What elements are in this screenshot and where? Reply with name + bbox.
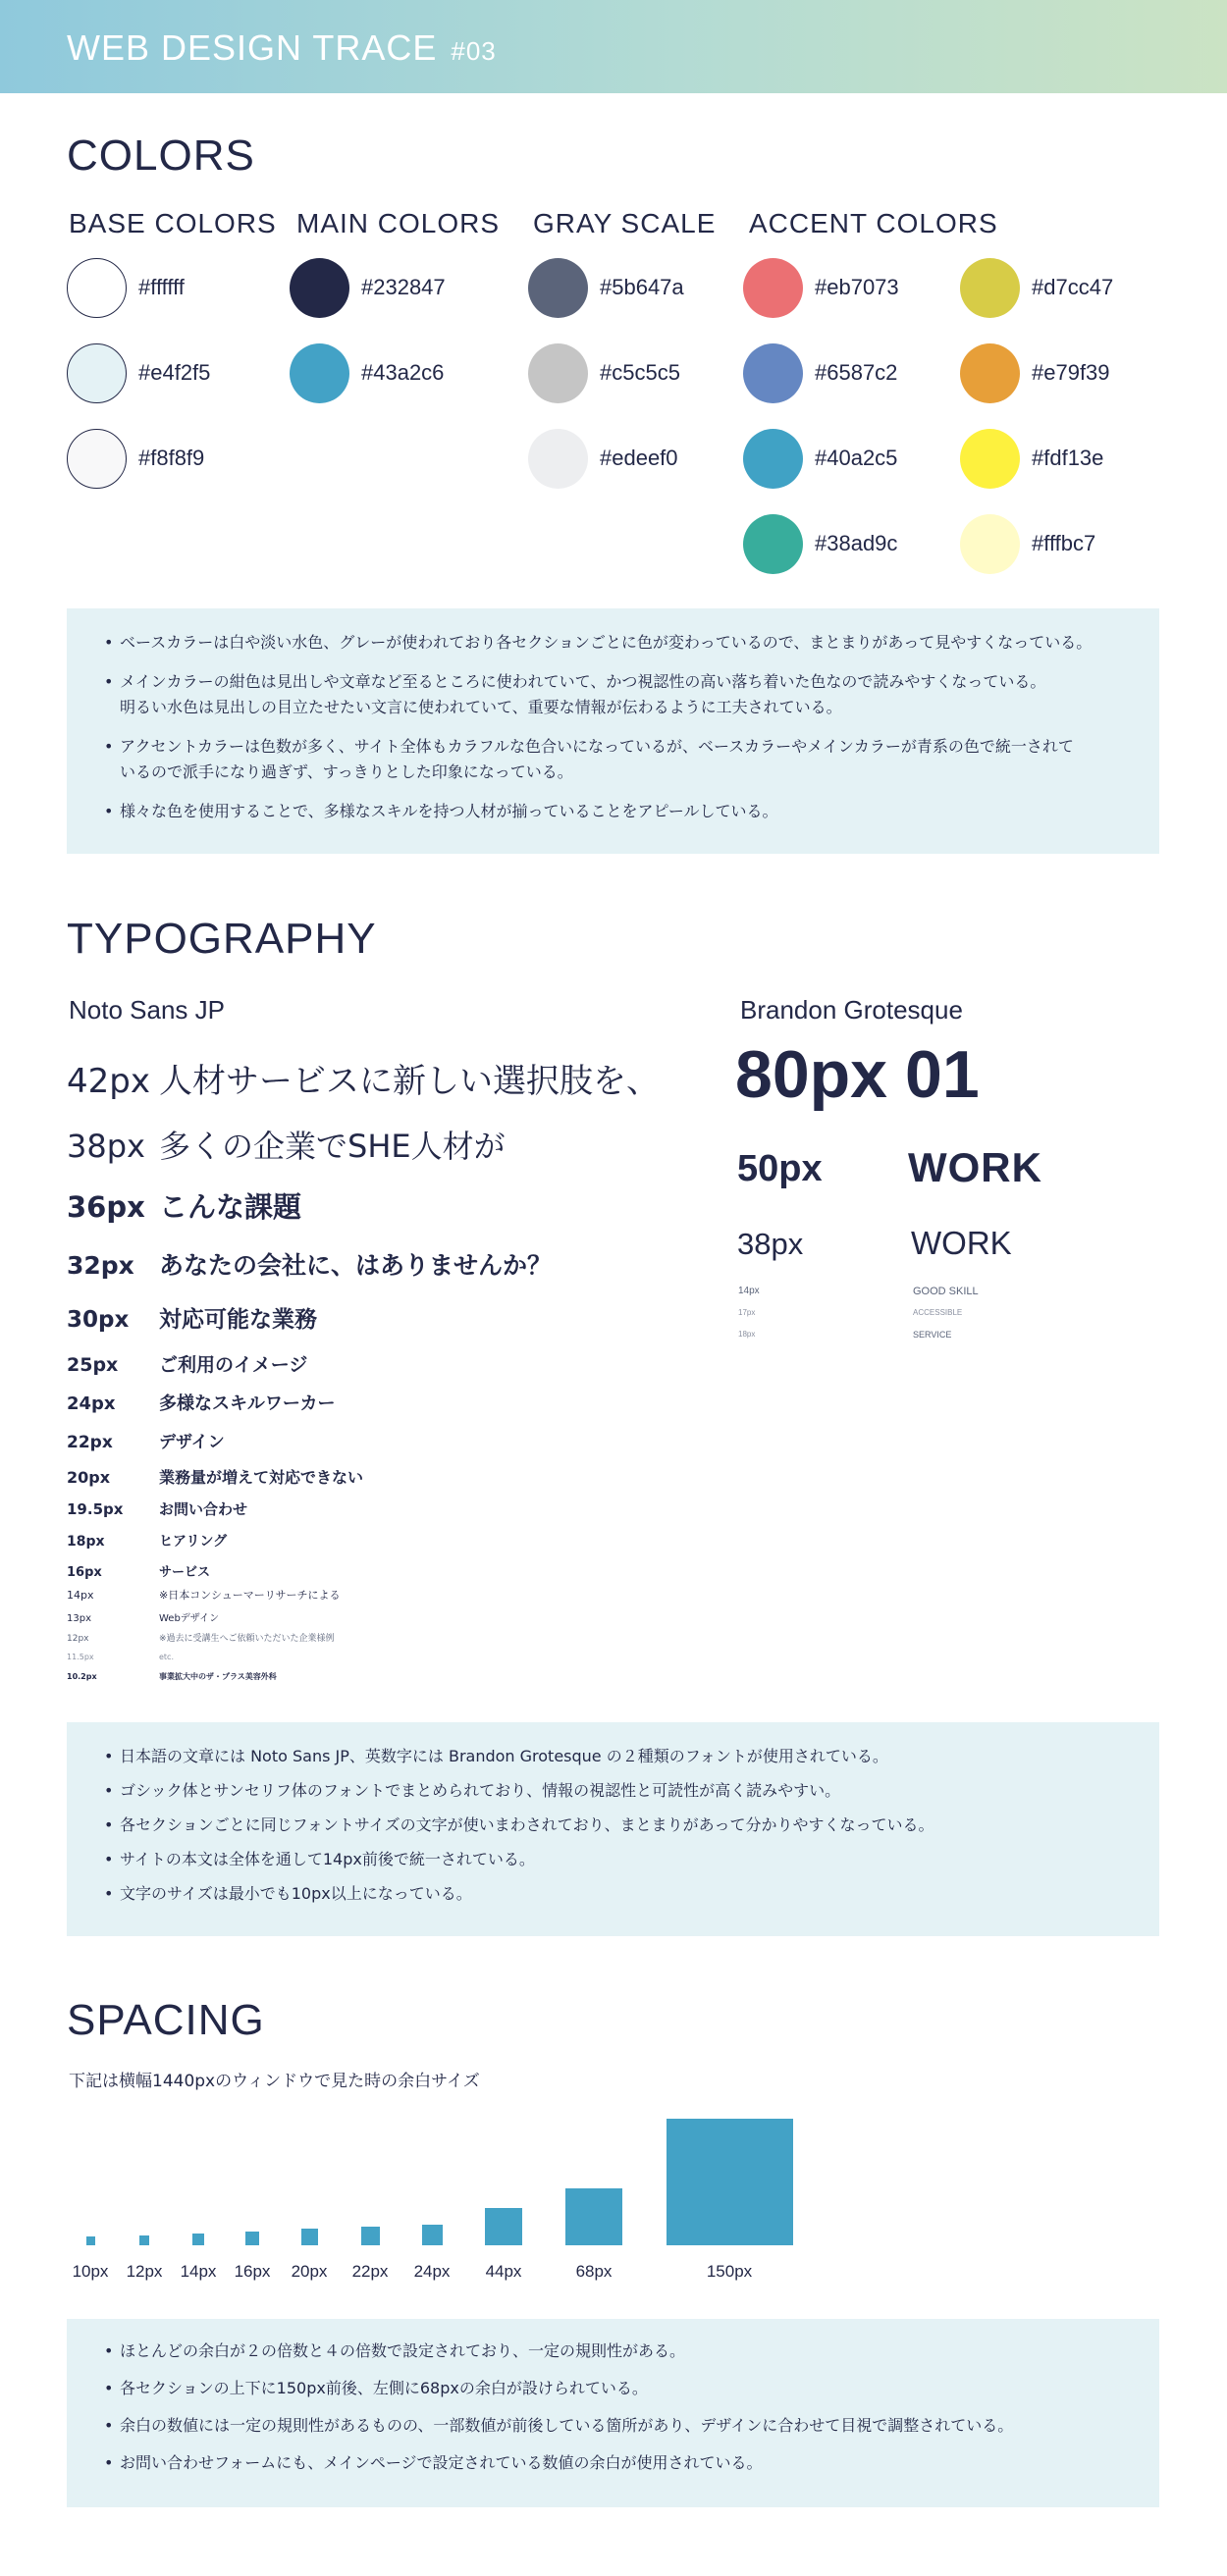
color-hex: #c5c5c5 bbox=[600, 360, 680, 385]
spacing-square bbox=[667, 2119, 793, 2245]
spacing-label: 22px bbox=[351, 2262, 389, 2281]
color-hex: #43a2c6 bbox=[361, 360, 445, 385]
en-sample-text: 01 bbox=[905, 1037, 980, 1112]
jp-sample-text: Webデザイン bbox=[159, 1613, 220, 1624]
note-text: お問い合わせフォームにも、メインページで設定されている数値の余白が使用されている。 bbox=[120, 2453, 763, 2472]
accent-colors-heading: ACCENT COLORS bbox=[749, 208, 998, 238]
note-item bbox=[104, 2413, 1120, 2439]
jp-sample-text: デザイン bbox=[159, 1433, 225, 1452]
color-dot bbox=[743, 343, 803, 403]
note-text: 文字のサイズは最小でも10px以上になっている。 bbox=[120, 1884, 472, 1903]
jp-sample-size: 10.2px bbox=[67, 1672, 97, 1681]
jp-sample-row bbox=[67, 1653, 174, 1661]
color-hex: #d7cc47 bbox=[1032, 275, 1114, 299]
jp-sample-size: 22px bbox=[67, 1433, 113, 1452]
color-swatch bbox=[528, 257, 684, 318]
jp-sample-text: あなたの会社に、はありませんか？ bbox=[159, 1251, 553, 1280]
jp-sample-row bbox=[67, 1122, 506, 1167]
note-item bbox=[104, 1881, 1120, 1907]
jp-sample-size: 19.5px bbox=[67, 1500, 124, 1518]
note-item bbox=[104, 2450, 1120, 2476]
color-dot bbox=[960, 258, 1020, 318]
spacing-label: 20px bbox=[291, 2262, 328, 2281]
color-swatch bbox=[528, 428, 678, 489]
en-sample-size: 50px bbox=[737, 1148, 823, 1189]
color-hex: #e79f39 bbox=[1032, 360, 1110, 385]
jp-sample-size: 30px bbox=[67, 1307, 130, 1333]
jp-sample-size: 20px bbox=[67, 1468, 111, 1487]
main-colors-heading: MAIN COLORS bbox=[296, 208, 501, 238]
color-dot bbox=[67, 429, 127, 489]
color-swatch bbox=[743, 257, 899, 318]
jp-sample-row bbox=[67, 1301, 317, 1334]
color-swatch bbox=[743, 342, 897, 403]
spacing-notes-box bbox=[67, 2319, 1159, 2507]
jp-sample-size: 42px bbox=[67, 1062, 150, 1101]
spacing-square bbox=[485, 2208, 522, 2245]
en-sample-text: GOOD SKILL bbox=[913, 1286, 979, 1297]
note-item bbox=[104, 1847, 1120, 1872]
jp-sample-row bbox=[67, 1350, 307, 1377]
color-hex: #6587c2 bbox=[815, 360, 898, 385]
en-sample-text: ACCESSIBLE bbox=[913, 1308, 963, 1317]
en-sample-size: 18px bbox=[738, 1330, 756, 1339]
spacing-subtitle: 下記は横幅1440pxのウィンドウで見た時の余白サイズ bbox=[69, 2072, 480, 2091]
spacing-square bbox=[422, 2225, 443, 2245]
color-dot bbox=[960, 429, 1020, 489]
header-number: #03 bbox=[451, 36, 497, 66]
color-hex: #ffffff bbox=[138, 275, 185, 299]
color-dot bbox=[290, 343, 349, 403]
jp-sample-size: 11.5px bbox=[67, 1653, 94, 1661]
note-item bbox=[104, 1778, 1120, 1804]
note-item bbox=[104, 734, 1120, 785]
spacing-label: 10px bbox=[72, 2262, 109, 2281]
color-swatch bbox=[67, 342, 210, 403]
color-swatch bbox=[528, 342, 680, 403]
color-dot bbox=[743, 258, 803, 318]
jp-sample-text: 多くの企業でSHE人材が bbox=[159, 1128, 506, 1165]
jp-sample-row bbox=[67, 1531, 227, 1551]
jp-sample-size: 32px bbox=[67, 1251, 134, 1280]
jp-sample-text: 人材サービスに新しい選択肢を、 bbox=[159, 1062, 660, 1101]
spacing-square bbox=[301, 2229, 318, 2245]
spacing-square bbox=[139, 2235, 149, 2245]
color-dot bbox=[528, 258, 588, 318]
jp-sample-text: 事業拡大中のザ・プラス美容外科 bbox=[159, 1672, 277, 1681]
jp-sample-row bbox=[67, 1246, 552, 1282]
jp-sample-size: 25px bbox=[67, 1354, 119, 1376]
color-swatch bbox=[960, 513, 1095, 574]
gray-scale-heading: GRAY SCALE bbox=[533, 208, 717, 238]
colors-section-title: COLORS bbox=[67, 131, 255, 180]
jp-sample-size: 13px bbox=[67, 1613, 91, 1624]
spacing-square bbox=[565, 2188, 622, 2245]
spacing-square bbox=[86, 2236, 95, 2245]
jp-sample-row bbox=[67, 1428, 225, 1452]
jp-font-name: Noto Sans JP bbox=[69, 995, 225, 1025]
spacing-square bbox=[245, 2232, 259, 2245]
color-hex: #40a2c5 bbox=[815, 446, 898, 470]
color-dot bbox=[67, 343, 127, 403]
color-hex: #f8f8f9 bbox=[138, 446, 205, 470]
color-swatch bbox=[743, 428, 897, 489]
note-item bbox=[104, 799, 1120, 824]
color-dot bbox=[290, 258, 349, 318]
note-text: 各セクションの上下に150px前後、左側に68pxの余白が設けられている。 bbox=[120, 2379, 648, 2397]
note-text: 余白の数値には一定の規則性があるものの、一部数値が前後している箇所があり、デザインに合わせて目視で調整されている。 bbox=[120, 2416, 1014, 2435]
color-swatch bbox=[290, 257, 446, 318]
color-swatch bbox=[290, 342, 444, 403]
color-swatch bbox=[67, 257, 185, 318]
spacing-section-title: SPACING bbox=[67, 1996, 265, 2044]
typography-section-title: TYPOGRAPHY bbox=[67, 915, 377, 963]
jp-sample-text: お問い合わせ bbox=[159, 1500, 248, 1518]
color-hex: #5b647a bbox=[600, 275, 684, 299]
note-item bbox=[104, 630, 1120, 656]
color-hex: #fffbc7 bbox=[1032, 531, 1096, 555]
colors-notes-box bbox=[67, 608, 1159, 854]
jp-sample-text: 対応可能な業務 bbox=[159, 1307, 317, 1333]
note-text: 様々な色を使用することで、多様なスキルを持つ人材が揃っていることをアピールしている。 bbox=[120, 802, 778, 820]
note-text: ゴシック体とサンセリフ体のフォントでまとめられており、情報の視認性と可読性が高く読みやすい。 bbox=[120, 1781, 841, 1800]
spacing-label: 16px bbox=[234, 2262, 271, 2281]
spacing-label: 44px bbox=[485, 2262, 522, 2281]
jp-sample-size: 38px bbox=[67, 1128, 145, 1165]
jp-sample-text: ご利用のイメージ bbox=[159, 1354, 308, 1376]
jp-sample-text: サービス bbox=[159, 1565, 211, 1580]
note-item bbox=[104, 1813, 1120, 1838]
jp-sample-size: 14px bbox=[67, 1589, 94, 1602]
en-sample-size: 38px bbox=[737, 1227, 804, 1261]
jp-sample-text: 業務量が増えて対応できない bbox=[159, 1468, 364, 1487]
color-swatch bbox=[960, 342, 1110, 403]
color-hex: #e4f2f5 bbox=[138, 360, 211, 385]
color-swatch bbox=[960, 428, 1103, 489]
note-text: メインカラーの紺色は見出しや文章など至るところに使われていて、かつ視認性の高い落ち着いた色なので読みやすくなっている。 bbox=[120, 672, 1046, 691]
color-dot bbox=[67, 258, 127, 318]
jp-sample-size: 16px bbox=[67, 1565, 102, 1580]
jp-sample-row bbox=[67, 1390, 335, 1415]
note-item bbox=[104, 2376, 1120, 2401]
en-font-name: Brandon Grotesque bbox=[740, 995, 963, 1025]
note-text: 明るい水色は見出しの目立たせたい文言に使われていて、重要な情報が伝わるように工夫されている。 bbox=[120, 698, 842, 716]
typography-notes-box bbox=[67, 1722, 1159, 1936]
en-sample-size: 17px bbox=[738, 1308, 756, 1317]
note-item bbox=[104, 2339, 1120, 2364]
color-swatch bbox=[743, 513, 897, 574]
spacing-square bbox=[361, 2227, 380, 2245]
note-text: ほとんどの余白が２の倍数と４の倍数で設定されており、一定の規則性がある。 bbox=[120, 2341, 686, 2360]
header-banner bbox=[0, 0, 1227, 93]
color-hex: #edeef0 bbox=[600, 446, 678, 470]
en-sample-size: 14px bbox=[738, 1286, 760, 1296]
note-item bbox=[104, 1744, 1120, 1769]
header-title-text: WEB DESIGN TRACE bbox=[67, 27, 438, 68]
base-colors-heading: BASE COLORS bbox=[69, 208, 277, 238]
color-swatch bbox=[960, 257, 1113, 318]
color-hex: #eb7073 bbox=[815, 275, 899, 299]
note-text: 日本語の文章には Noto Sans JP、英数字には Brandon Grotesque の２種類のフォントが使用されている。 bbox=[120, 1747, 888, 1765]
jp-sample-text: etc. bbox=[159, 1653, 174, 1661]
jp-sample-text: ヒアリング bbox=[159, 1534, 228, 1550]
jp-sample-row bbox=[67, 1609, 219, 1624]
color-hex: #fdf13e bbox=[1032, 446, 1104, 470]
en-sample-text: WORK bbox=[908, 1144, 1042, 1190]
color-hex: #232847 bbox=[361, 275, 446, 299]
note-text: アクセントカラーは色数が多く、サイト全体もカラフルな色合いになっているが、ベースカラーやメインカラーが青系の色で統一されて bbox=[120, 737, 1074, 756]
color-dot bbox=[743, 514, 803, 574]
color-dot bbox=[960, 514, 1020, 574]
jp-sample-row bbox=[67, 1631, 335, 1644]
spacing-label: 12px bbox=[126, 2262, 163, 2281]
jp-sample-row bbox=[67, 1465, 363, 1488]
note-text: いるので派手になり過ぎず、すっきりとした印象になっている。 bbox=[120, 762, 573, 781]
jp-sample-size: 12px bbox=[67, 1634, 89, 1644]
jp-sample-row bbox=[67, 1587, 341, 1603]
spacing-label: 24px bbox=[413, 2262, 451, 2281]
jp-sample-text: 多様なスキルワーカー bbox=[159, 1393, 336, 1414]
note-item bbox=[104, 669, 1120, 720]
color-swatch bbox=[67, 428, 204, 489]
jp-sample-size: 36px bbox=[67, 1190, 145, 1224]
en-sample-size: 80px bbox=[735, 1037, 887, 1112]
jp-sample-row bbox=[67, 1671, 277, 1682]
jp-sample-size: 18px bbox=[67, 1534, 105, 1550]
spacing-square bbox=[192, 2234, 204, 2245]
color-dot bbox=[960, 343, 1020, 403]
spacing-label: 68px bbox=[575, 2262, 613, 2281]
jp-sample-text: ※日本コンシューマーリサーチによる bbox=[159, 1589, 341, 1602]
jp-sample-text: ※過去に受講生へご依頼いただいた企業様例 bbox=[159, 1634, 335, 1644]
en-sample-text: WORK bbox=[911, 1225, 1012, 1261]
jp-sample-size: 24px bbox=[67, 1393, 116, 1414]
note-text: ベースカラーは白や淡い水色、グレーが使われており各セクションごとに色が変わっているので、まとまりがあって見やすくなっている。 bbox=[120, 633, 1093, 652]
color-dot bbox=[528, 429, 588, 489]
jp-sample-row bbox=[67, 1498, 247, 1519]
color-hex: #38ad9c bbox=[815, 531, 898, 555]
spacing-label: 14px bbox=[180, 2262, 217, 2281]
jp-sample-row bbox=[67, 1561, 210, 1580]
note-text: 各セクションごとに同じフォントサイズの文字が使いまわされており、まとまりがあって分かりやすくなっている。 bbox=[120, 1815, 934, 1834]
header-title bbox=[67, 27, 497, 69]
color-dot bbox=[528, 343, 588, 403]
note-text: サイトの本文は全体を通して14px前後で統一されている。 bbox=[120, 1850, 535, 1868]
jp-sample-row bbox=[67, 1054, 660, 1102]
jp-sample-text: こんな課題 bbox=[159, 1190, 302, 1224]
jp-sample-row bbox=[67, 1185, 301, 1226]
en-sample-text: SERVICE bbox=[913, 1330, 952, 1340]
color-dot bbox=[743, 429, 803, 489]
spacing-label: 150px bbox=[706, 2262, 753, 2281]
